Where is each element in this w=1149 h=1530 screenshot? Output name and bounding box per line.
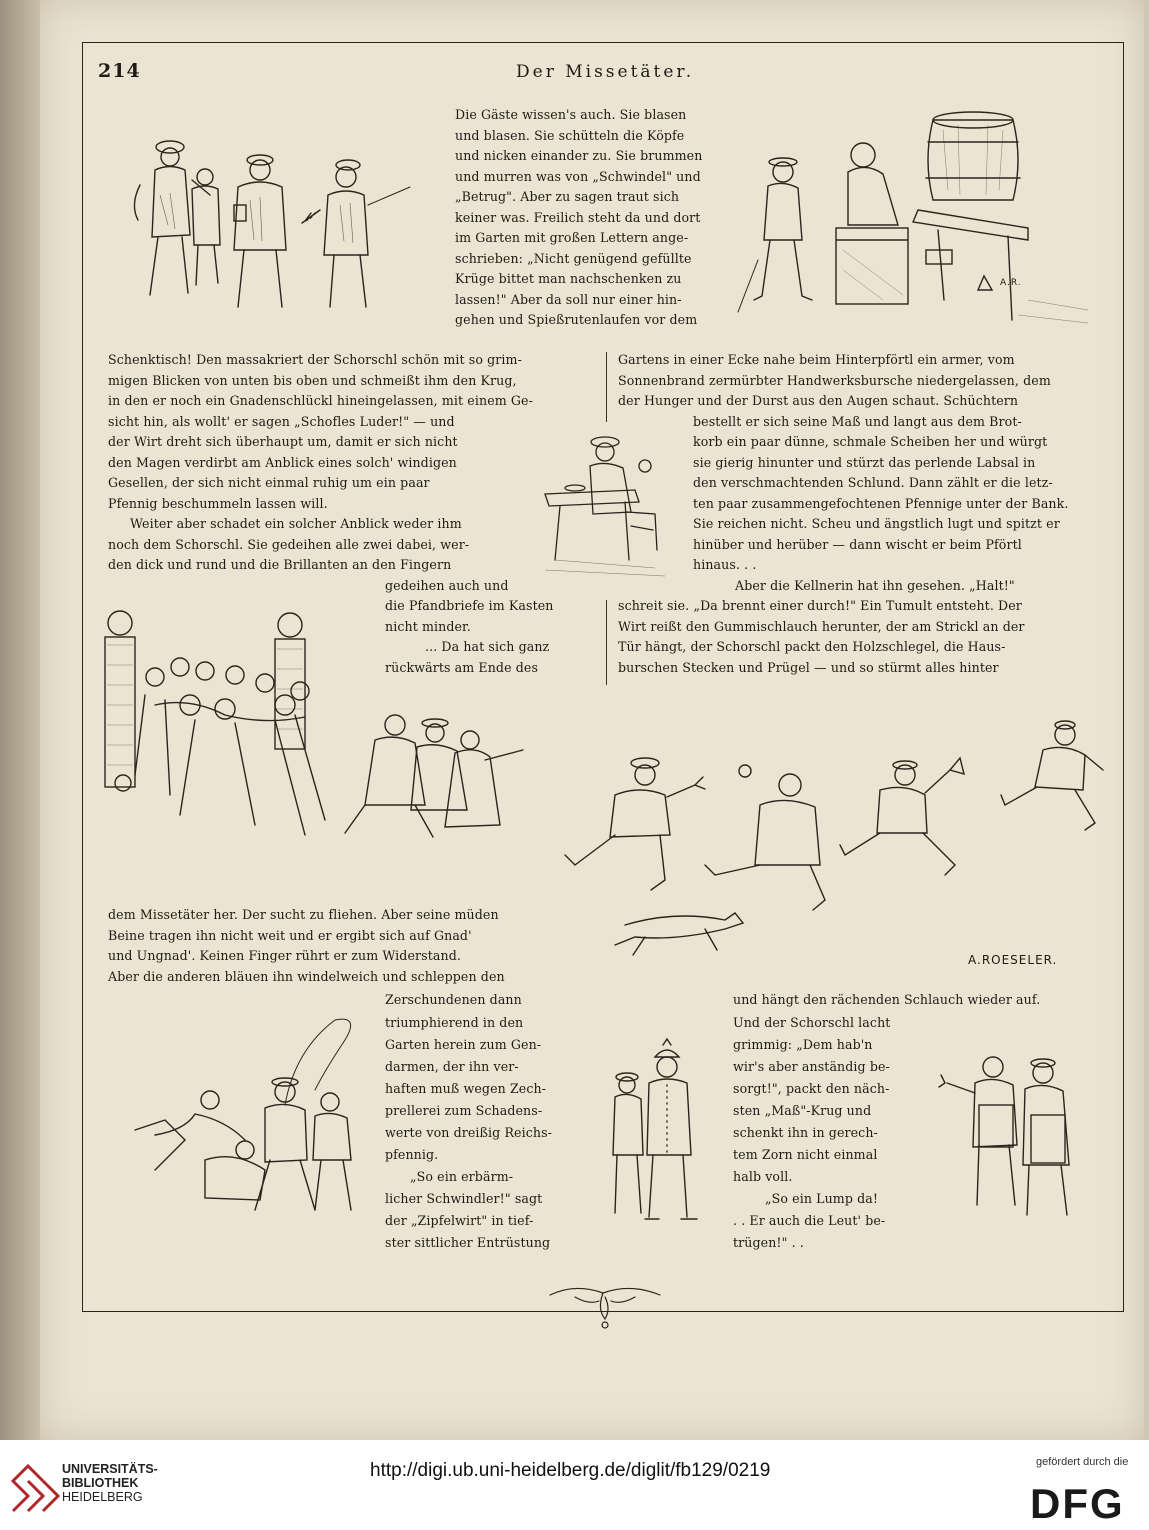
digitization-url-link[interactable]: http://digi.ub.uni-heidelberg.de/diglit/fb129/0219 xyxy=(370,1460,771,1481)
paragraph-line: Garten herein zum Gen- xyxy=(385,1037,542,1052)
paragraph-line: „So ein erbärm- xyxy=(410,1169,514,1184)
paragraph-line: keiner was. Freilich steht da und dort xyxy=(455,209,701,225)
paragraph-line: den Magen verdirbt am Anblick eines solch' windigen xyxy=(108,454,457,470)
paragraph-line: ten paar zusammengefochtenen Pfennige unter der Bank. xyxy=(693,495,1069,511)
illustration-journeyman-eating xyxy=(535,430,675,580)
paragraph-line: sicht hin, als wollt' er sagen „Schofles Luder!" — und xyxy=(108,413,455,429)
page-number: 214 xyxy=(98,60,141,82)
paragraph-line: werte von dreißig Reichs- xyxy=(385,1125,552,1140)
illustration-gendarme xyxy=(605,1035,715,1230)
page-title: Der Missetäter. xyxy=(516,62,695,82)
paragraph-line: sorgt!", packt den näch- xyxy=(733,1081,890,1096)
paragraph-line: im Garten mit großen Lettern ange- xyxy=(455,230,689,245)
paragraph-line: sie gierig hinunter und stürzt das perlende Labsal in xyxy=(693,454,1036,470)
paragraph-line: Gartens in einer Ecke nahe beim Hinterpförtl ein armer, vom xyxy=(618,352,1015,367)
dfg-logo: DFG xyxy=(1030,1480,1125,1527)
paragraph-line: ster sittlicher Entrüstung xyxy=(385,1235,551,1250)
illustration-chase-with-dog xyxy=(555,715,1110,960)
paragraph-line: Gesellen, der sich nicht einmal ruhig um ein paar xyxy=(108,475,430,490)
paragraph-line: Aber die anderen bläuen ihn windelweich und schleppen den xyxy=(108,968,505,984)
paragraph-line: hinaus. . . xyxy=(693,557,757,572)
column-rule xyxy=(606,352,607,422)
paragraph-line: rückwärts am Ende des xyxy=(385,659,539,675)
paragraph-line: bestellt er sich seine Maß und langt aus dem Brot- xyxy=(693,413,1022,429)
paragraph-line: hinüber und herüber — dann wischt er beim Pförtl xyxy=(693,536,1022,552)
paragraph-line: pfennig. xyxy=(385,1147,439,1162)
paragraph-line: wir's aber anständig be- xyxy=(733,1059,890,1074)
artist-signature: A.ROESELER. xyxy=(968,953,1058,967)
paragraph-line: Weiter aber schadet ein solcher Anblick weder ihm xyxy=(130,516,462,531)
illustration-beer-barrel xyxy=(728,100,1108,340)
paragraph-line: lassen!" Aber da soll nur einer hin- xyxy=(455,291,682,307)
paragraph-line: Und der Schorschl lacht xyxy=(733,1015,891,1030)
paragraph-line: halb voll. xyxy=(733,1169,793,1184)
paragraph-line: Tür hängt, der Schorschl packt den Holzschlegel, die Haus- xyxy=(618,639,1006,654)
paragraph-line: darmen, der ihn ver- xyxy=(385,1059,519,1074)
paragraph-line: und hängt den rächenden Schlauch wieder auf. xyxy=(733,992,1041,1007)
paragraph-line: in den er noch ein Gnadenschlückl hineingelassen, mit einem Ge- xyxy=(108,393,533,408)
paragraph-line: und blasen. Sie schütteln die Köpfe xyxy=(455,127,685,143)
paragraph-line: trügen!" . . xyxy=(733,1235,804,1250)
library-logo-icon xyxy=(8,1456,60,1516)
paragraph-line: haften muß wegen Zech- xyxy=(385,1081,547,1096)
library-name-line1: UNIVERSITÄTS- xyxy=(62,1462,158,1476)
column-rule xyxy=(606,600,607,685)
funding-note: gefördert durch die xyxy=(1036,1456,1129,1468)
paragraph-line: Schenktisch! Den massakriert der Schorschl schön mit so grim- xyxy=(108,352,522,367)
paragraph-line: grimmig: „Dem hab'n xyxy=(733,1037,873,1052)
paragraph-line: migen Blicken von unten bis oben und schmeißt ihm den Krug, xyxy=(108,372,517,388)
paragraph-line: nicht minder. xyxy=(385,618,471,634)
paragraph-line: und Ungnad'. Keinen Finger rührt er zum Widerstand. xyxy=(108,948,461,963)
paragraph-line: Zerschundenen dann xyxy=(385,992,522,1007)
ornament-divider xyxy=(545,1275,665,1335)
paragraph-line: die Pfandbriefe im Kasten xyxy=(385,598,554,613)
footer-bar xyxy=(0,1440,1149,1530)
paragraph-line: gedeihen auch und xyxy=(385,577,509,593)
library-name-line3: HEIDELBERG xyxy=(62,1490,143,1504)
paragraph-line: „So ein Lump da! xyxy=(765,1191,879,1206)
paragraph-line: Aber die Kellnerin hat ihn gesehen. „Halt!" xyxy=(735,577,1015,593)
paragraph-line: Sonnenbrand zermürbter Handwerksbursche niedergelassen, dem xyxy=(618,372,1051,388)
paragraph-line: schrieben: „Nicht genügend gefüllte xyxy=(455,250,692,266)
paragraph-line: den dick und rund und die Brillanten an den Fingern xyxy=(108,557,452,572)
paragraph-line: licher Schwindler!" sagt xyxy=(385,1191,543,1206)
paragraph-line: korb ein paar dünne, schmale Scheiben her und würgt xyxy=(693,434,1048,449)
paragraph-line: gehen und Spießrutenlaufen vor dem xyxy=(455,312,698,327)
paragraph-line: burschen Stecken und Prügel — und so stürmt alles hinter xyxy=(618,659,999,675)
paragraph-line: ... Da hat sich ganz xyxy=(425,639,550,654)
paragraph-line: schreit sie. „Da brennt einer durch!" Ein Tumult entsteht. Der xyxy=(618,598,1022,613)
paragraph-line: und nicken einander zu. Sie brummen xyxy=(455,148,703,163)
paragraph-line: „Betrug". Aber zu sagen traut sich xyxy=(455,189,680,204)
paragraph-line: und murren was von „Schwindel" und xyxy=(455,168,701,184)
artist-initials: A.R. xyxy=(1000,278,1022,288)
paragraph-line: dem Missetäter her. Der sucht zu fliehen. Aber seine müden xyxy=(108,907,499,922)
paragraph-line: Sie reichen nicht. Scheu und ängstlich lugt und spitzt er xyxy=(693,516,1060,531)
illustration-crowd-at-gate xyxy=(95,605,525,855)
paragraph-line: Die Gäste wissen's auch. Sie blasen xyxy=(455,107,687,122)
illustration-beating xyxy=(125,1010,375,1225)
library-name-line2: BIBLIOTHEK xyxy=(62,1476,139,1490)
paragraph-line: prellerei zum Schadens- xyxy=(385,1103,543,1118)
illustration-innkeeper-arguing xyxy=(935,1045,1100,1230)
paragraph-line: der Hunger und der Durst aus den Augen schaut. Schüchtern xyxy=(618,393,1019,408)
paragraph-line: der Wirt dreht sich überhaupt um, damit er sich nicht xyxy=(108,434,458,449)
paragraph-line: Beine tragen ihn nicht weit und er ergibt sich auf Gnad' xyxy=(108,927,472,943)
paragraph-line: Krüge bittet man nachschenken zu xyxy=(455,271,682,286)
paragraph-line: Wirt reißt den Gummischlauch herunter, der am Strickl an der xyxy=(618,618,1025,634)
page-spine-shadow xyxy=(0,0,40,1440)
paragraph-line: den verschmachtenden Schlund. Dann zählt er die letz- xyxy=(693,475,1053,490)
illustration-grumbling-guests xyxy=(110,125,420,315)
paragraph-line: . . Er auch die Leut' be- xyxy=(733,1213,886,1228)
paragraph-line: noch dem Schorschl. Sie gedeihen alle zwei dabei, wer- xyxy=(108,536,470,552)
paragraph-line: sten „Maß"-Krug und xyxy=(733,1103,872,1118)
paragraph-line: der „Zipfelwirt" in tief- xyxy=(385,1213,534,1228)
paragraph-line: schenkt ihn in gerech- xyxy=(733,1125,878,1140)
paragraph-line: Pfennig beschummeln lassen will. xyxy=(108,495,328,511)
paragraph-line: triumphierend in den xyxy=(385,1015,524,1030)
paragraph-line: tem Zorn nicht einmal xyxy=(733,1147,878,1162)
